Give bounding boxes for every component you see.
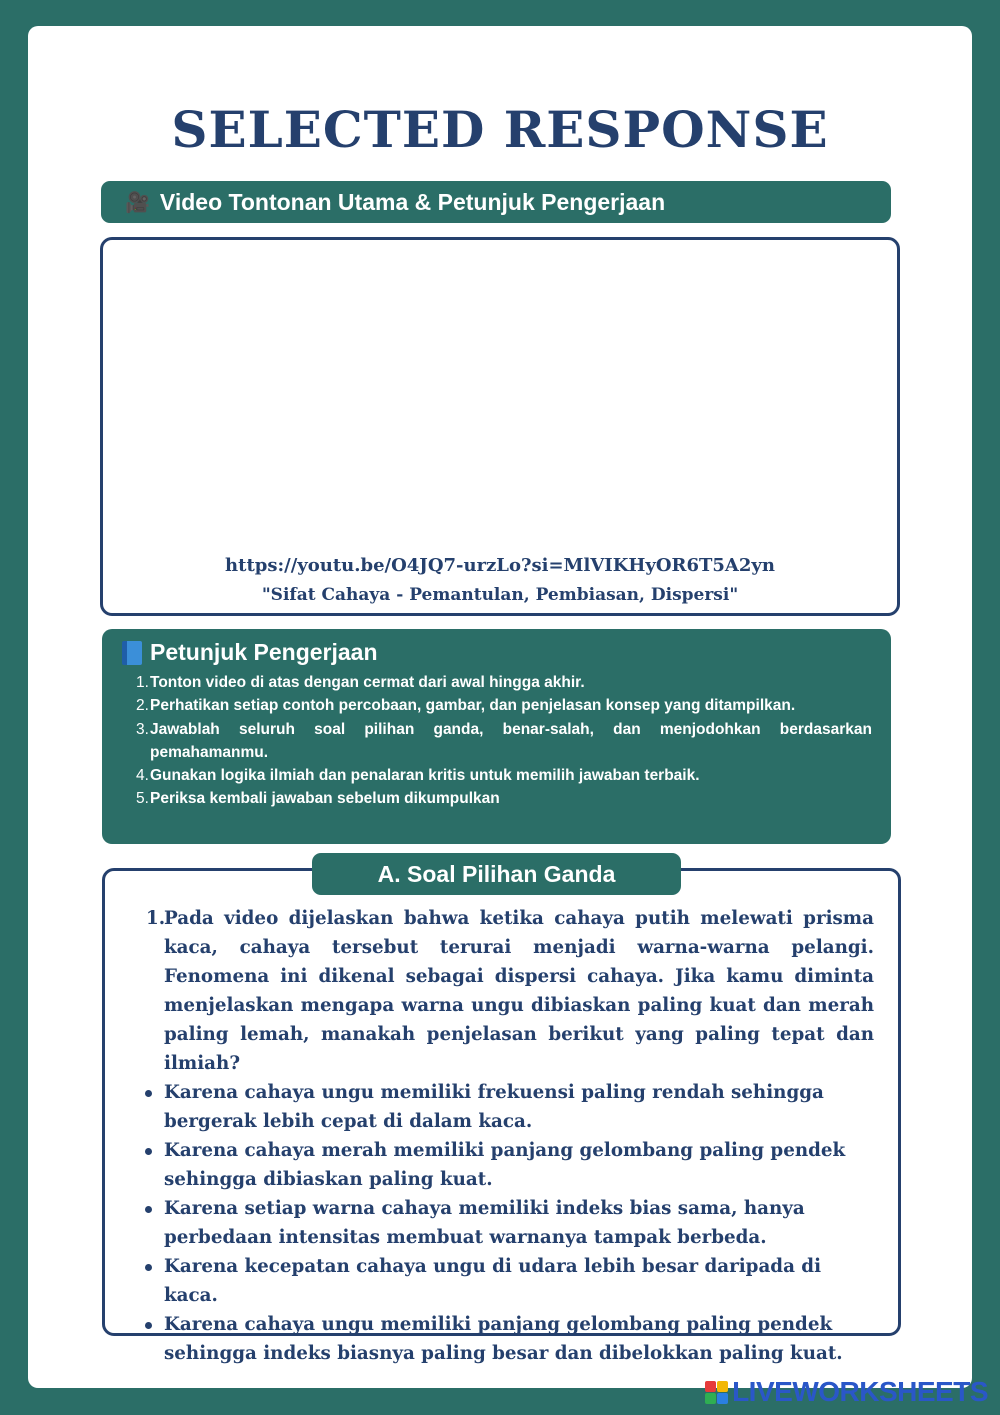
answer-option-text: Karena cahaya ungu memiliki panjang gelombang paling pendek sehingga indeks biasnya paling besar dan dibelokkan paling kuat. bbox=[164, 1314, 843, 1364]
instructions-list bbox=[136, 671, 872, 811]
page-title: SELECTED RESPONSE bbox=[171, 100, 829, 159]
book-icon bbox=[122, 641, 142, 665]
instruction-item bbox=[136, 671, 872, 694]
video-link[interactable]: https://youtu.be/O4JQ7-urzLo?si=MlVIKHyOR6T5A2yn bbox=[225, 555, 775, 576]
video-section-banner-label: Video Tontonan Utama & Petunjuk Pengerjaan bbox=[159, 188, 666, 215]
instruction-number: 5. bbox=[136, 790, 149, 808]
logo-tile bbox=[705, 1393, 716, 1404]
answer-options bbox=[164, 1078, 874, 1368]
liveworksheets-logo-text: LIVEWORKSHEETS bbox=[732, 1376, 988, 1407]
logo-tile bbox=[717, 1381, 728, 1392]
bullet-icon bbox=[145, 1206, 152, 1213]
instructions-heading-label: Petunjuk Pengerjaan bbox=[150, 639, 378, 665]
answer-option-2[interactable] bbox=[164, 1136, 874, 1194]
question-1 bbox=[146, 904, 874, 1368]
bullet-icon bbox=[145, 1322, 152, 1329]
answer-option-text: Karena kecepatan cahaya ungu di udara lebih besar daripada di kaca. bbox=[164, 1256, 822, 1306]
logo-tile bbox=[705, 1381, 716, 1392]
instructions-heading bbox=[122, 639, 378, 666]
question-number: 1. bbox=[146, 908, 166, 929]
instruction-number: 2. bbox=[136, 697, 149, 715]
answer-option-text: Karena setiap warna cahaya memiliki indeks bias sama, hanya perbedaan intensitas membuat warnanya tampak berbeda. bbox=[164, 1198, 805, 1248]
instruction-text: Tonton video di atas dengan cermat dari awal hingga akhir. bbox=[150, 674, 585, 691]
instruction-text: Gunakan logika ilmiah dan penalaran kritis untuk memilih jawaban terbaik. bbox=[150, 767, 700, 785]
answer-option-text: Karena cahaya ungu memiliki frekuensi paling rendah sehingga bergerak lebih cepat di dalam kaca. bbox=[164, 1082, 824, 1132]
video-embed-frame[interactable] bbox=[100, 237, 900, 616]
section-a-heading: A. Soal Pilihan Ganda bbox=[312, 853, 681, 895]
liveworksheets-logo[interactable] bbox=[705, 1376, 988, 1408]
instruction-number: 4. bbox=[136, 767, 149, 785]
instruction-text: Perhatikan setiap contoh percobaan, gambar, dan penjelasan konsep yang ditampilkan. bbox=[150, 697, 796, 715]
instruction-text: Jawablah seluruh soal pilihan ganda, benar-salah, dan menjodohkan berdasarkan pemahamanmu. bbox=[150, 720, 872, 761]
instruction-item bbox=[136, 764, 872, 787]
liveworksheets-logo-icon bbox=[705, 1381, 728, 1404]
bullet-icon bbox=[145, 1264, 152, 1271]
answer-option-1[interactable] bbox=[164, 1078, 874, 1136]
video-caption: "Sifat Cahaya - Pemantulan, Pembiasan, Dispersi" bbox=[261, 585, 739, 605]
bullet-icon bbox=[145, 1090, 152, 1097]
instruction-item bbox=[136, 694, 872, 717]
instruction-item bbox=[136, 787, 872, 810]
video-section-banner bbox=[101, 181, 891, 223]
answer-option-text: Karena cahaya merah memiliki panjang gelombang paling pendek sehingga dibiaskan paling kuat. bbox=[164, 1140, 846, 1190]
question-stem bbox=[146, 904, 874, 1078]
logo-tile bbox=[717, 1393, 728, 1404]
question-text: Pada video dijelaskan bahwa ketika cahaya putih melewati prisma kaca, cahaya tersebut terurai menjadi warna-warna pelangi. Fenomena ini dikenal sebagai dispersi cahaya. Jika kamu diminta menjelaskan mengapa warna ungu dibiaskan paling kuat dan merah paling lemah, manakah penjelasan berikut yang paling tepat dan ilmiah? bbox=[164, 908, 874, 1074]
answer-option-3[interactable] bbox=[164, 1194, 874, 1252]
video-camera-icon: 🎥 bbox=[125, 191, 150, 214]
answer-option-4[interactable] bbox=[164, 1252, 874, 1310]
instructions-panel bbox=[102, 629, 891, 844]
answer-option-5[interactable] bbox=[164, 1310, 874, 1368]
bullet-icon bbox=[145, 1148, 152, 1155]
instruction-number: 1. bbox=[136, 674, 149, 691]
instruction-number: 3. bbox=[136, 720, 149, 738]
instruction-text: Periksa kembali jawaban sebelum dikumpulkan bbox=[150, 790, 500, 808]
instruction-item bbox=[136, 718, 872, 765]
